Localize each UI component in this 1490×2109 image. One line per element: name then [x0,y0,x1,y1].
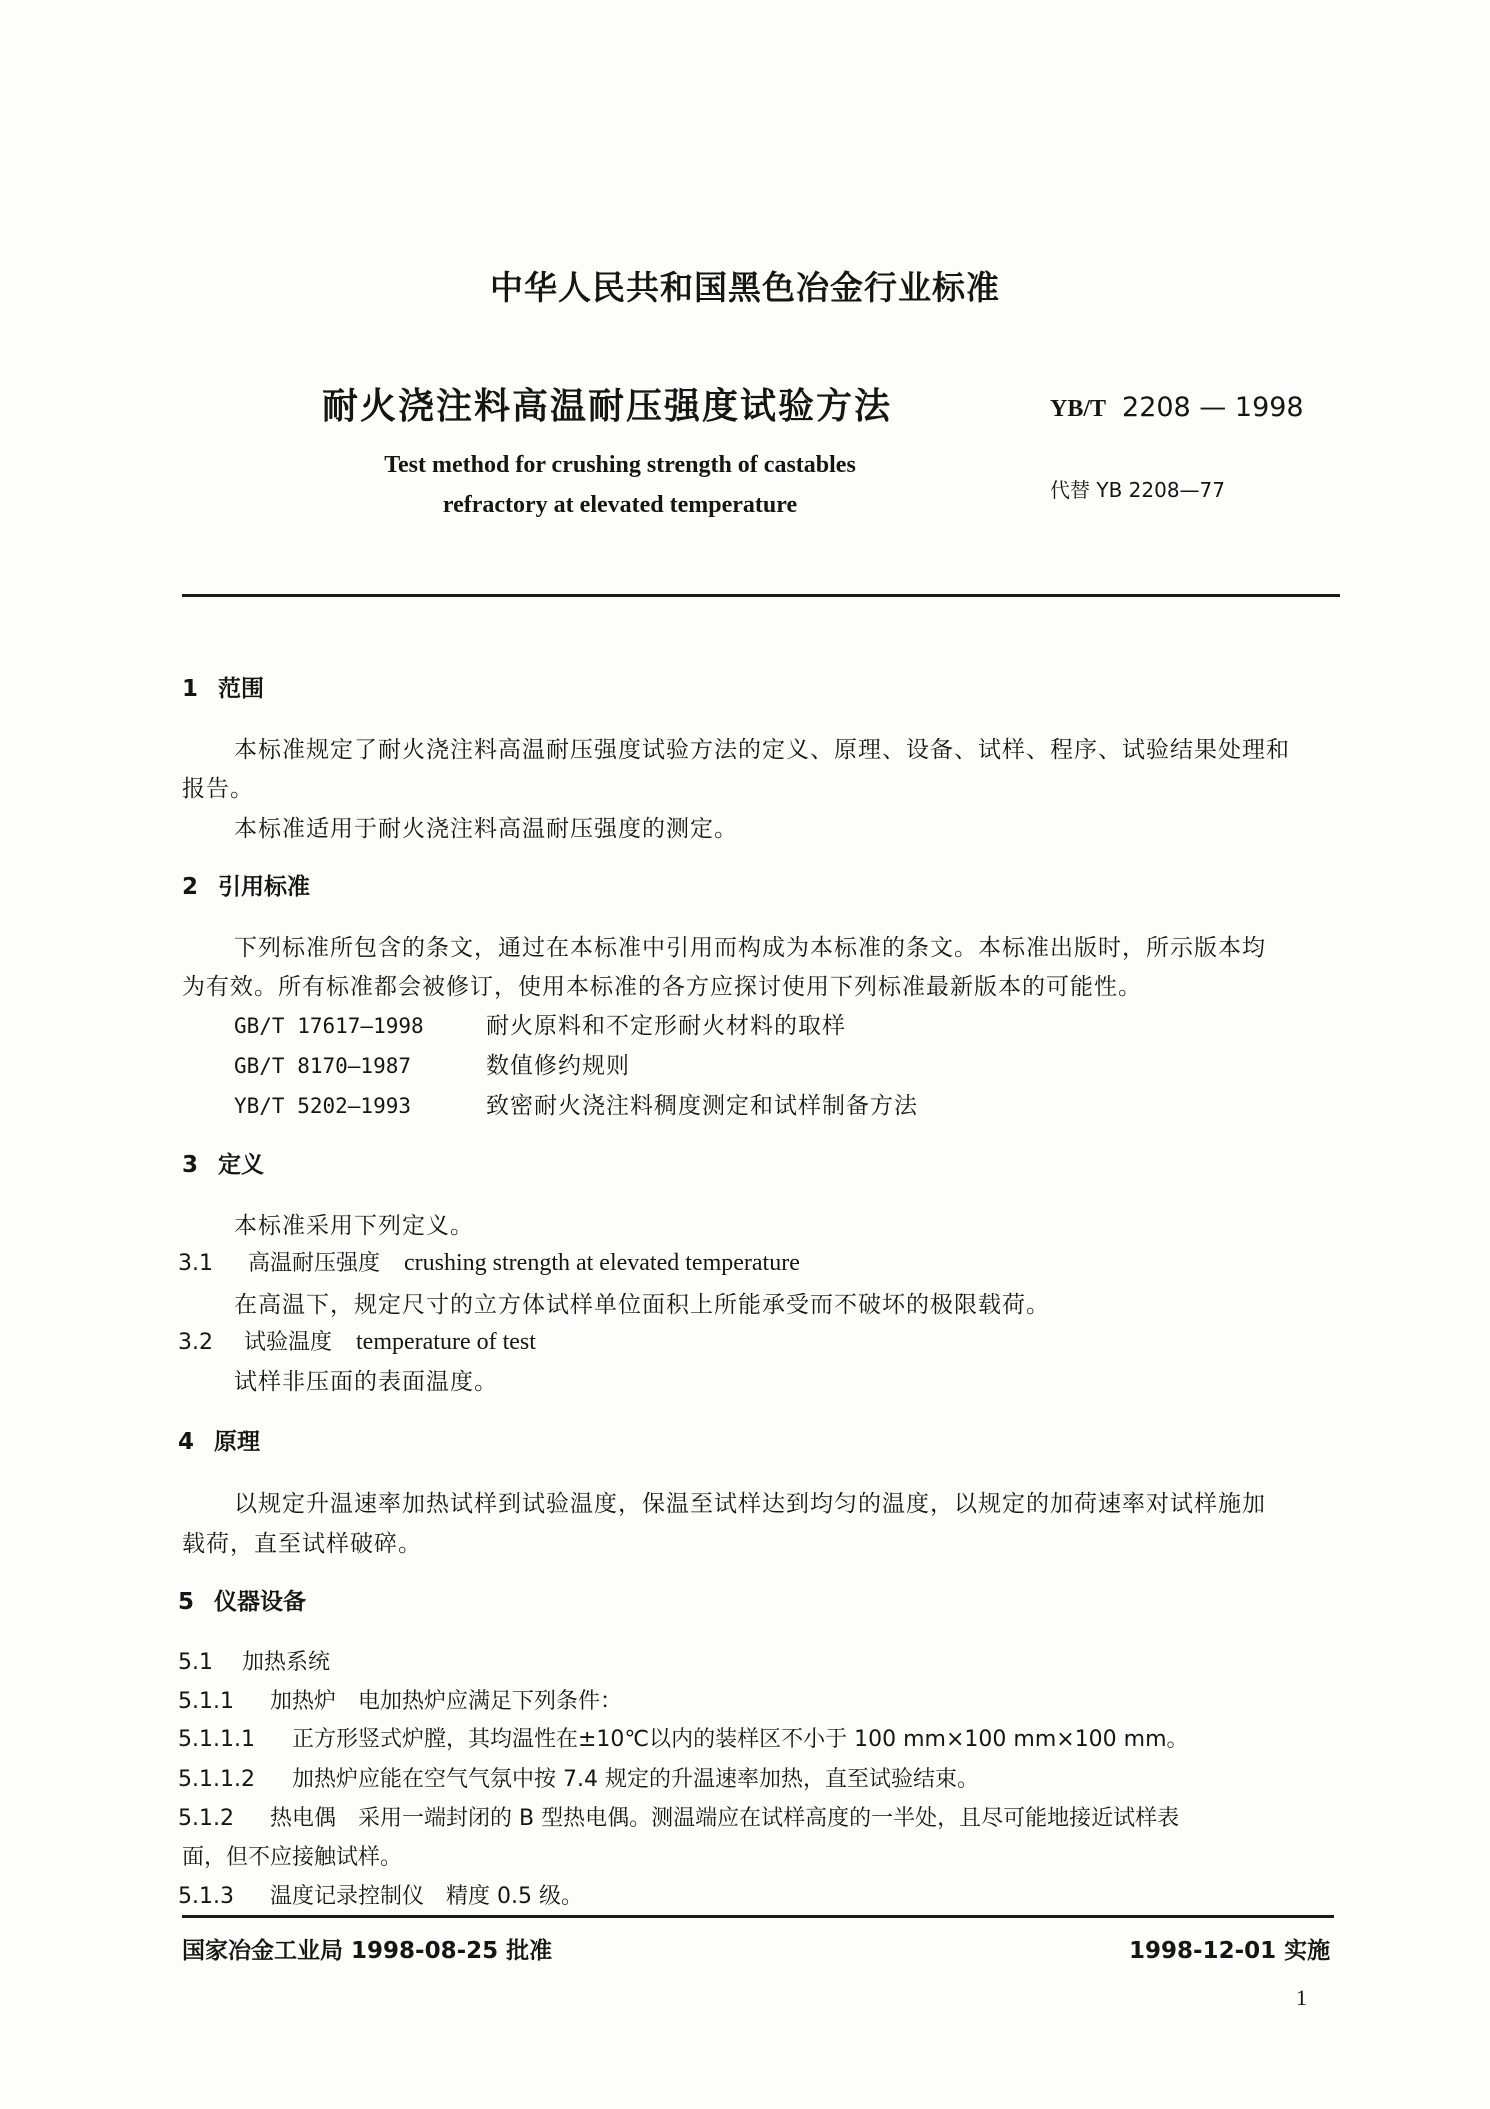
clause-number: 3.1 [178,1251,213,1276]
section-number: 1 [182,676,199,702]
clause-text: 热电偶 采用一端封闭的 B 型热电偶。测温端应在试样高度的一半处，且尽可能地接近试样表 [270,1806,1180,1831]
header-rule [182,594,1340,597]
clause-number: 5.1.1 [178,1689,234,1714]
replaces-standard: 代替 YB 2208—77 [1050,478,1225,502]
clause-5-1-1-2 [178,1762,979,1793]
standard-number [1050,392,1304,423]
clause-text: 正方形竖式炉膛，其均温性在±10℃以内的装样区不小于 100 mm×100 mm×100 mm。 [292,1727,1189,1752]
clause-number: 5.1.1.1 [178,1727,255,1752]
clause-5-1-1 [178,1684,622,1715]
section-number: 3 [182,1152,199,1178]
reference-name: 数值修约规则 [486,1053,630,1079]
clause-5-1 [178,1645,330,1676]
english-title-line-2: refractory at elevated temperature [442,492,798,518]
issuing-authority: 中华人民共和国黑色冶金行业标准 [490,268,1000,307]
section-1-heading [182,670,264,703]
clause-number: 5.1.2 [178,1806,234,1831]
clause-number: 3.2 [178,1330,213,1355]
reference-item [234,1047,630,1080]
page-number: 1 [1296,1985,1307,2010]
clause-text: 加热炉 电加热炉应满足下列条件： [270,1689,623,1714]
reference-item [234,1007,846,1040]
term-en: temperature of test [356,1329,536,1355]
term-cn: 试验温度 [244,1330,333,1355]
reference-code: GB/T 8170—1987 [234,1054,412,1078]
term-en: crushing strength at elevated temperature [404,1250,800,1276]
section-3-heading [182,1146,264,1179]
section-2-heading [182,868,310,901]
section-number: 4 [178,1429,195,1455]
paragraph: 本标准适用于耐火浇注料高温耐压强度的测定。 [234,816,738,842]
paragraph-continued: 报告。 [182,776,254,802]
paragraph-continued: 载荷，直至试样破碎。 [182,1531,422,1557]
standard-code: 2208 — 1998 [1122,392,1304,423]
english-title-line-1: Test method for crushing strength of castables [384,452,856,478]
paragraph: 本标准规定了耐火浇注料高温耐压强度试验方法的定义、原理、设备、试样、程序、试验结果处理和 [234,737,1290,763]
reference-name: 致密耐火浇注料稠度测定和试样制备方法 [486,1093,918,1119]
definition-3-2-term [178,1325,536,1356]
section-title: 定义 [218,1152,264,1178]
section-5-heading [178,1583,306,1616]
reference-code: GB/T 17617—1998 [234,1014,424,1038]
section-title: 范围 [218,676,264,702]
clause-text: 加热系统 [242,1650,331,1675]
reference-code: YB/T 5202—1993 [234,1094,412,1118]
term-cn: 高温耐压强度 [248,1251,381,1276]
footer-rule [182,1915,1334,1918]
paragraph: 下列标准所包含的条文，通过在本标准中引用而构成为本标准的条文。本标准出版时，所示版本均 [234,935,1266,961]
clause-5-1-3 [178,1879,583,1910]
document-title: 耐火浇注料高温耐压强度试验方法 [322,386,893,427]
clause-text: 温度记录控制仪 精度 0.5 级。 [270,1884,583,1909]
section-title: 原理 [214,1429,260,1455]
section-number: 2 [182,874,199,900]
definition-text: 试样非压面的表面温度。 [234,1369,498,1395]
reference-item [234,1087,918,1120]
section-title: 引用标准 [218,874,310,900]
clause-continued: 面，但不应接触试样。 [182,1845,403,1870]
section-number: 5 [178,1589,195,1615]
definition-3-1-term [178,1246,800,1277]
paragraph-continued: 为有效。所有标准都会被修订，使用本标准的各方应探讨使用下列标准最新版本的可能性。 [182,974,1142,1000]
clause-number: 5.1.1.2 [178,1767,255,1792]
reference-name: 耐火原料和不定形耐火材料的取样 [486,1013,846,1039]
approval-date: 国家冶金工业局 1998-08-25 批准 [182,1938,553,1964]
effective-date: 1998-12-01 实施 [1129,1938,1331,1964]
clause-text: 加热炉应能在空气气氛中按 7.4 规定的升温速率加热，直至试验结束。 [292,1767,979,1792]
definition-text: 在高温下，规定尺寸的立方体试样单位面积上所能承受而不破坏的极限载荷。 [234,1292,1050,1318]
section-4-heading [178,1423,260,1456]
paragraph: 本标准采用下列定义。 [234,1213,474,1239]
standard-prefix: YB/T [1050,396,1107,422]
clause-number: 5.1.3 [178,1884,234,1909]
clause-5-1-2 [178,1801,1179,1832]
section-title: 仪器设备 [214,1589,306,1615]
paragraph: 以规定升温速率加热试样到试验温度，保温至试样达到均匀的温度，以规定的加荷速率对试样施加 [234,1491,1266,1517]
clause-5-1-1-1 [178,1722,1189,1753]
clause-number: 5.1 [178,1650,213,1675]
